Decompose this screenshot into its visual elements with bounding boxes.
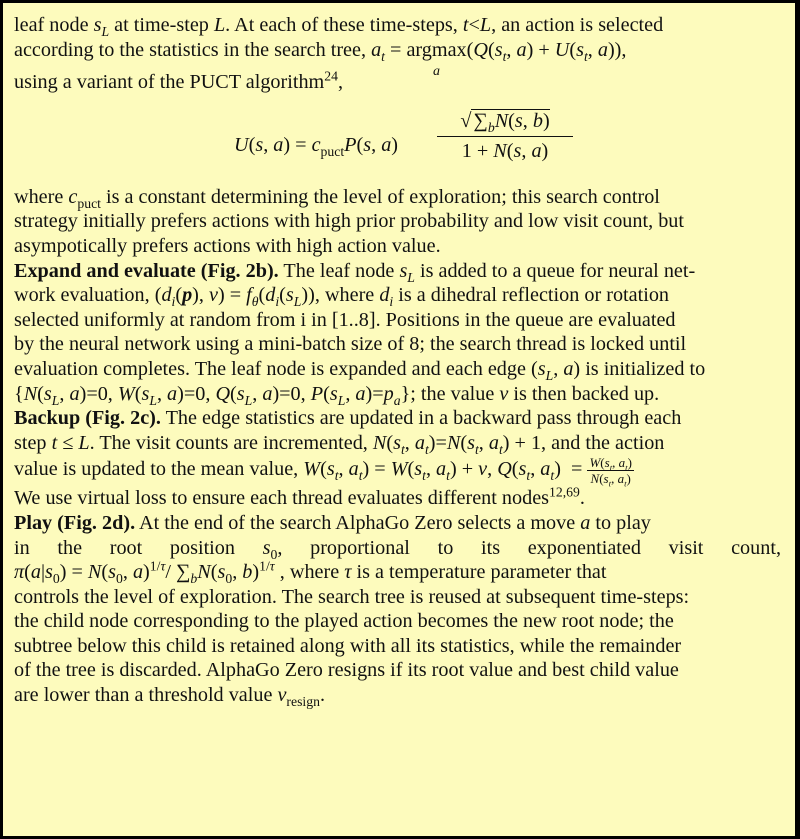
text-line: subtree below this child is retained along with all its statistics, while the remainder	[14, 634, 682, 657]
text-line: value is updated to the mean value, $W(s_t$, $a_t) = W(s_t$, $a_t) + v$, $Q(s_t$, $a_t$) = $\frac{W(s_t, a_t)}{N(s_t, a_t)}$	[14, 455, 632, 489]
text-line: strategy initially prefers actions with high prior probability and low visit count, but	[14, 210, 684, 233]
citation-ref: 24	[324, 68, 338, 84]
text-line: in the root position $s_0$, proportional to its exponentiated visit count,	[14, 536, 781, 562]
text-line: work evaluation, ($d_i(p)$, $v) = f_\theta(d_i(s_L))$, where $d_i$ is a dihedral reflection or rotation	[14, 284, 670, 310]
text-line: of the tree is discarded. AlphaGo Zero resigns if its root value and best child value	[14, 659, 679, 682]
paper-page	[3, 3, 795, 836]
text-line: asympotically prefers actions with high action value.	[14, 234, 441, 257]
text-line: Backup (Fig. 2c). The edge statistics are updated in a backward pass through each	[14, 407, 682, 430]
text-line: Expand and evaluate (Fig. 2b). The leaf node $s_L$ is added to a queue for neural net-	[14, 259, 696, 285]
text-line: are lower than a threshold value $v_{resign}$.	[14, 684, 325, 710]
text-line: according to the statistics in the search tree, $a_t = argmax$ a ($Q(s_t$, $a) + U(s_t$, a)),	[14, 38, 627, 79]
section-heading: Expand and evaluate (Fig. 2b).	[14, 259, 279, 282]
text-line: selected uniformly at random from i in [1..8]. Positions in the queue are evaluated	[14, 308, 676, 331]
citation-ref: 12,69	[549, 484, 580, 500]
section-heading: Play (Fig. 2d).	[14, 511, 136, 534]
text-line: leaf node $s_L$ at time-step L. At each of these time-steps, t<L, an action is selected	[14, 14, 664, 40]
puct-equation	[14, 99, 781, 185]
section-heading: Backup (Fig. 2c).	[14, 407, 161, 430]
equation-lhs: U(s, $a) = c_{puct}P(s$, a)	[234, 133, 399, 159]
text-line: the child node corresponding to the played action becomes the new root node; the	[14, 610, 674, 633]
text-line: step t ≤ L. The visit counts are incremented, $N(s_t$, $a_t)=N(s_t$, $a_t) + 1$, and the action	[14, 431, 665, 457]
text-line: where $c_{puct}$ is a constant determining the level of exploration; this search control	[14, 185, 660, 211]
text-line: {$N(s_L$, a)=0, $W(s_L$, a)=0, $Q(s_L$, a)=0, $P(s_L$, $a)=p_a$}; the value v is then backed up.	[14, 382, 660, 408]
text-line: Play (Fig. 2d). At the end of the search AlphaGo Zero selects a move a to play	[14, 511, 651, 534]
text-line: $\pi(a|s_0) = N(s_0$, a)$^{1/\tau}$/ $\sum_bN(s_0$, b)$^{1/\tau}$ , where τ is a temperature parameter that	[14, 558, 607, 587]
equation-fraction: $\frac{√\sum_bN(s, b)}{1 + N(s, a)}$	[437, 109, 573, 164]
text-line: controls the level of exploration. The search tree is reused at subsequent time-steps:	[14, 585, 690, 608]
text-line: using a variant of the PUCT algorithm$^{24}$,	[14, 68, 344, 94]
text-line: by the neural network using a mini-batch size of 8; the search thread is locked until	[14, 333, 687, 356]
text-line: evaluation completes. The leaf node is expanded and each edge ($s_L$, a) is initialized to	[14, 357, 706, 383]
text-line: We use virtual loss to ensure each thread evaluates different nodes$^{12,69}$.	[14, 484, 585, 510]
